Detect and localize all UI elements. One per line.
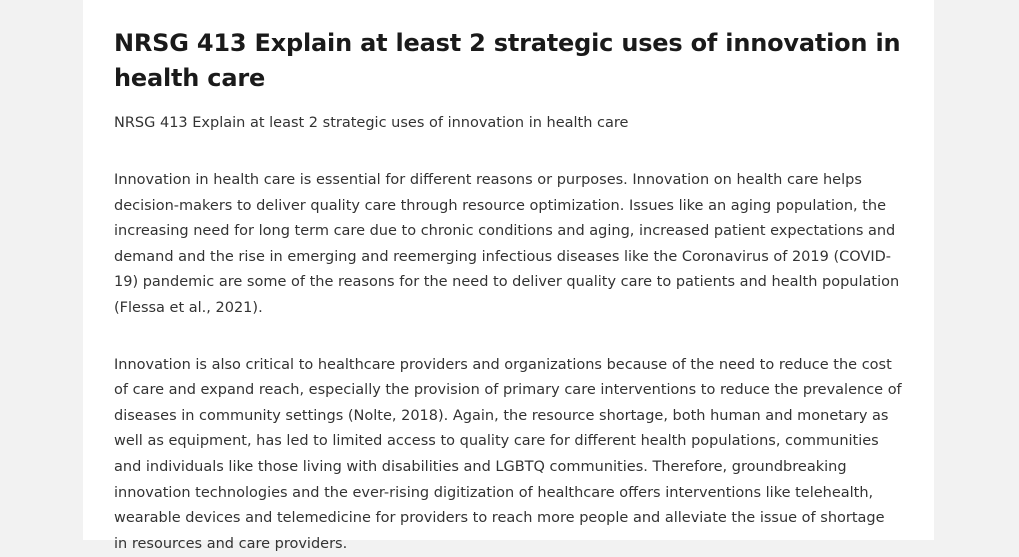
page-title: NRSG 413 Explain at least 2 strategic uses of innovation in health care bbox=[114, 29, 901, 92]
paragraph-1: Innovation in health care is essential for different reasons or purposes. Innovation on health care helps decision-makers to deliver quality care through resource optimization. Issues like an aging population, the increasing need for long term care due to chronic conditions and aging, increased patient expectations and demand and the rise in emerging and reemerging infectious diseases like the Coronavirus of 2019 (COVID-19) pandemic are some of the reasons for the need to deliver quality care to patients and health population (Flessa et al., 2021). bbox=[114, 172, 900, 316]
article-content bbox=[114, 26, 902, 557]
article-subtitle: NRSG 413 Explain at least 2 strategic uses of innovation in health care bbox=[114, 115, 629, 131]
paragraph-2: Innovation is also critical to healthcare providers and organizations because of the need to reduce the cost of care and expand reach, especially the provision of primary care interventions to reduce the prevalence of diseases in community settings (Nolte, 2018). Again, the resource shortage, both human and monetary as well as equipment, has led to limited access to quality care for different health populations, communities and individuals like those living with disabilities and LGBTQ communities. Therefore, groundbreaking innovation technologies and the ever-rising digitization of healthcare offers interventions like telehealth, wearable devices and telemedicine for providers to reach more people and alleviate the issue of shortage in resources and care providers. bbox=[114, 356, 902, 552]
article-page bbox=[83, 0, 934, 552]
